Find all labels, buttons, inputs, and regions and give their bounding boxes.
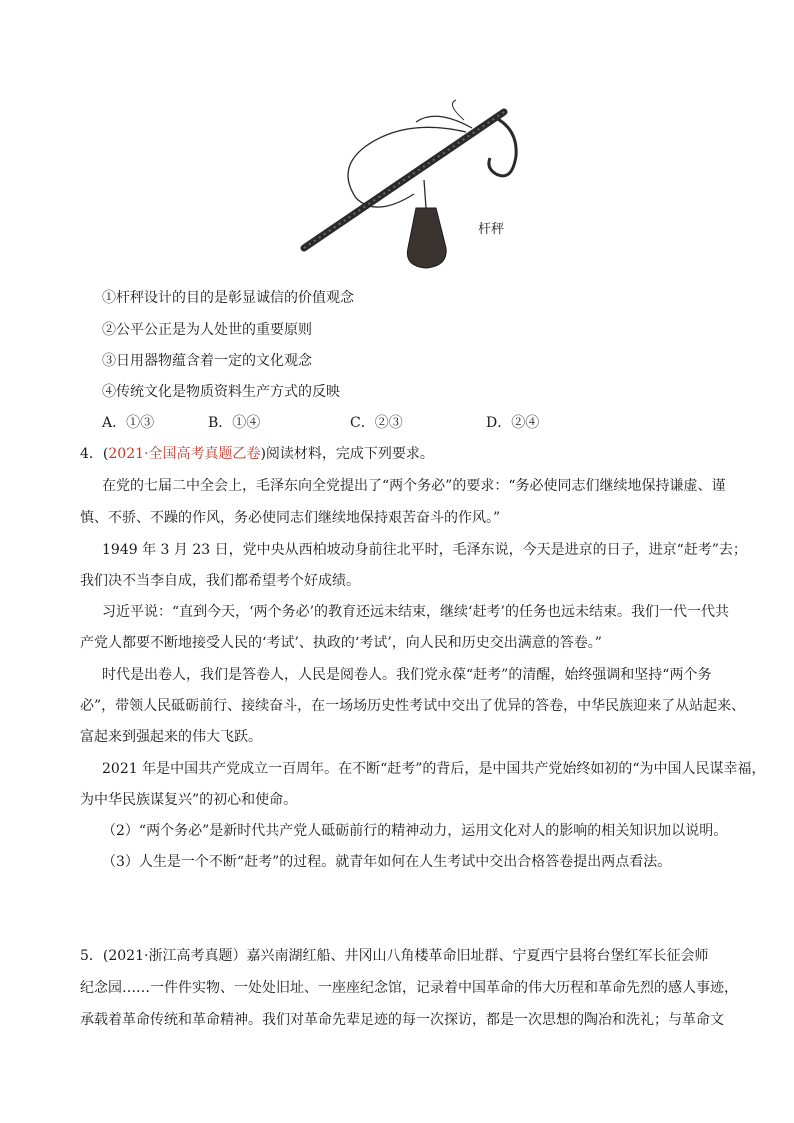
steelyard-illustration [296, 98, 532, 276]
q5-line: 纪念园……一件件实物、一处处旧址、一座座纪念馆，记录着中国革命的伟大历程和革命先烈的感人事迹， [80, 980, 738, 996]
statement-2: ②公平公正是为人处世的重要原则 [102, 322, 312, 338]
q5-line: 5．(2021·浙江高考真题）嘉兴南湖红船、井冈山八角楼革命旧址群、宁夏西宁县将台堡红军长征会师 [80, 948, 709, 964]
statement-3: ③日用器物蕴含着一定的文化观念 [102, 353, 312, 369]
statement-4: ④传统文化是物质资料生产方式的反映 [102, 384, 340, 400]
q5-line: 承载着革命传统和革命精神。我们对革命先辈足迹的每一次探访，都是一次思想的陶冶和洗礼；与革命文 [80, 1012, 724, 1028]
q4-subquestion-3: （3）人生是一个不断“赶考”的过程。就青年如何在人生考试中交出合格答卷提出两点看法。 [102, 854, 672, 870]
option-a: A．①③ [102, 415, 155, 431]
q4-line: 2021 年是中国共产党成立一百周年。在不断“赶考”的背后，是中国共产党始终如初的“为中国人民谋幸福， [102, 761, 766, 777]
question-intro: )阅读材料，完成下列要求。 [260, 446, 434, 462]
option-b: B．①④ [208, 415, 261, 431]
statement-1: ①杆秤设计的目的是彰显诚信的价值观念 [102, 290, 354, 306]
option-c: C．②③ [350, 415, 403, 431]
q4-line: 1949 年 3 月 23 日，党中央从西柏坡动身前往北平时，毛泽东说，今天是进京的日子，进京“赶考”去； [102, 542, 747, 558]
option-d: D．②④ [486, 415, 540, 431]
q4-line: 在党的七届二中全会上，毛泽东向全党提出了“两个务必”的要求：“务必使同志们继续地保持谦虚、谨 [102, 478, 726, 494]
q4-line: 慎、不骄、不躁的作风，务必使同志们继续地保持艰苦奋斗的作风。” [80, 510, 501, 526]
q4-subquestion-2: （2）“两个务必”是新时代共产党人砥砺前行的精神动力，运用文化对人的影响的相关知识加以说明。 [102, 823, 728, 839]
question-source: 2021·全国高考真题乙卷 [108, 446, 261, 462]
q4-line: 必”，带领人民砥砺前行、接续奋斗，在一场场历史性考试中交出了优异的答卷，中华民族迎来了从站起来、 [80, 698, 746, 714]
question-4-heading [80, 444, 434, 464]
question-number: 4．( [80, 446, 109, 462]
q4-line: 我们决不当李自成，我们都希望考个好成绩。 [80, 573, 360, 589]
q4-line: 习近平说：“直到今天，‘两个务必’的教育还远未结束，继续‘赶考’的任务也远未结束。我们一代一代共 [102, 604, 729, 620]
q4-line: 产党人都要不断地接受人民的‘考试’、执政的‘考试’，向人民和历史交出满意的答卷。” [80, 635, 602, 651]
q4-line: 为中华民族谋复兴”的初心和使命。 [80, 792, 298, 808]
q4-line: 时代是出卷人，我们是答卷人，人民是阅卷人。我们党永葆“赶考”的清醒，始终强调和坚持“两个务 [102, 667, 712, 683]
figure-caption: 杆秤 [478, 222, 505, 237]
q4-line: 富起来到强起来的伟大飞跃。 [80, 729, 262, 745]
